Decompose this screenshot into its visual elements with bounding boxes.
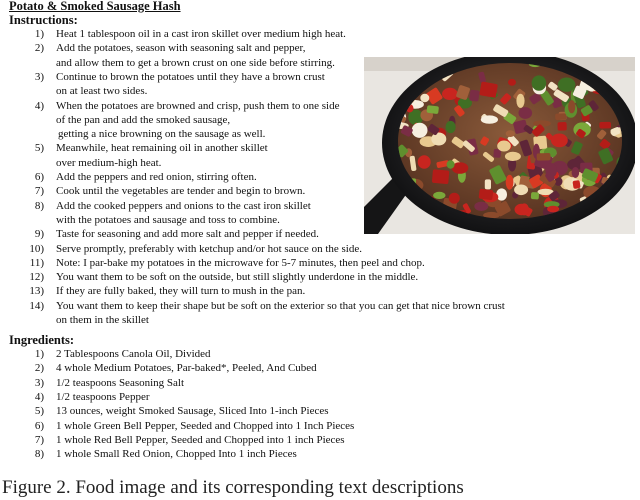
food-skillet-photo: [364, 57, 635, 234]
food-piece: [446, 121, 456, 133]
step-text: Add the peppers and red onion, stirring often.: [56, 171, 257, 183]
food-piece: [519, 107, 533, 119]
step-number: 3): [34, 70, 44, 83]
ingredient-number: 1): [34, 348, 44, 360]
food-piece: [420, 94, 429, 102]
step-text: over medium-high heat.: [56, 156, 162, 169]
step-text: When the potatoes are browned and crisp, push them to one side: [56, 99, 340, 112]
ingredient-text: 1/2 teaspoons Seasoning Salt: [56, 376, 185, 389]
food-piece: [479, 189, 494, 201]
step-number: 4): [34, 99, 44, 112]
food-piece: [485, 179, 491, 189]
food-piece: [497, 141, 511, 152]
step-text: Cook until the vegetables are tender and begin to brown.: [56, 185, 306, 198]
step-text: on at least two sides.: [56, 85, 148, 98]
food-piece: [531, 192, 539, 200]
food-piece: [481, 115, 498, 123]
food-piece: [474, 202, 488, 211]
food-piece: [520, 203, 529, 215]
food-piece: [537, 153, 551, 161]
food-piece: [432, 169, 450, 184]
ingredients-heading: Ingredients:: [9, 333, 75, 347]
food-piece: [433, 192, 445, 199]
ingredient-text: 1 whole Small Red Onion, Chopped Into 1 inch Pieces: [56, 448, 297, 461]
food-piece: [572, 167, 580, 178]
ingredient-text: 4 whole Medium Potatoes, Par-baked*, Peeled, And Cubed: [56, 362, 317, 375]
step-number: 9): [34, 228, 44, 241]
step-number: 11): [29, 256, 44, 269]
food-piece: [506, 175, 514, 190]
food-piece: [431, 133, 446, 146]
food-piece: [532, 75, 547, 90]
instructions-heading: Instructions:: [9, 13, 78, 27]
food-piece: [447, 160, 455, 168]
step-text: Heat 1 tablespoon oil in a cast iron skillet over medium high heat.: [56, 28, 346, 40]
step-text: Serve promptly, preferably with ketchup and/or hot sauce on the side.: [56, 242, 362, 255]
step-text: You want them to be soft on the outside, but still slightly underdone in the middle.: [56, 271, 419, 284]
ingredient-number: 8): [34, 448, 44, 461]
step-number: 7): [34, 185, 44, 198]
ingredient-text: 2 Tablespoons Canola Oil, Divided: [56, 348, 211, 360]
food-piece: [547, 206, 559, 213]
step-text: on them in the skillet: [56, 314, 149, 326]
step-text: of the pan and add the smoked sausage,: [56, 113, 231, 126]
step-text: Add the potatoes, season with seasoning salt and pepper,: [56, 42, 306, 55]
recipe-title: Potato & Smoked Sausage Hash: [9, 0, 181, 13]
ingredient-text: 1 whole Green Bell Pepper, Seeded and Chopped into 1 Inch Pieces: [56, 419, 355, 432]
ingredient-text: 1/2 teaspoons Pepper: [56, 390, 150, 403]
food-piece: [572, 180, 580, 189]
step-text: with the potatoes and sausage and toss to combine.: [56, 213, 280, 226]
step-text: Add the cooked peppers and onions to the cast iron skillet: [56, 199, 311, 212]
food-piece: [505, 152, 521, 161]
step-number: 5): [34, 142, 44, 155]
figure-caption: Figure 2. Food image and its corresponding text descriptions: [2, 477, 464, 498]
step-number: 12): [29, 271, 44, 284]
food-piece: [442, 88, 458, 100]
food-piece: [516, 94, 524, 108]
food-piece: [469, 90, 479, 102]
ingredient-number: 4): [34, 390, 44, 403]
ingredient-number: 5): [34, 405, 44, 418]
step-number: 14): [29, 299, 44, 312]
ingredient-number: 7): [34, 433, 44, 446]
ingredient-number: 3): [34, 376, 44, 389]
food-piece: [412, 123, 428, 138]
food-piece: [426, 105, 439, 114]
step-text: Taste for seasoning and add more salt and pepper if needed.: [56, 228, 319, 241]
step-text: getting a nice browning on the sausage as well.: [58, 128, 266, 141]
step-number: 10): [29, 242, 44, 255]
food-piece: [479, 81, 498, 97]
step-number: 2): [34, 42, 44, 55]
food-piece: [533, 120, 551, 127]
food-piece: [558, 78, 576, 92]
food-piece: [449, 193, 460, 204]
step-number: 6): [34, 171, 44, 183]
step-text: and allow them to get a brown crust on one side before stirring.: [56, 56, 335, 69]
step-text: Continue to brown the potatoes until they have a brown crust: [56, 70, 325, 83]
food-piece: [599, 122, 611, 129]
step-number: 1): [34, 28, 44, 40]
step-text: You want them to keep their shape but be soft on the exterior so that you can get that nice brown crust: [56, 299, 505, 312]
ingredient-text: 13 ounces, weight Smoked Sausage, Sliced Into 1-inch Pieces: [56, 405, 329, 418]
food-piece: [506, 130, 515, 137]
step-text: Meanwhile, heat remaining oil in another skillet: [56, 142, 268, 155]
ingredient-text: 1 whole Red Bell Pepper, Seeded and Chopped into 1 inch Pieces: [56, 433, 345, 446]
food-piece: [418, 155, 431, 169]
ingredient-number: 2): [34, 362, 44, 375]
food-piece: [555, 113, 566, 120]
ingredient-number: 6): [34, 419, 44, 432]
food-piece: [557, 122, 566, 131]
step-text: If they are fully baked, they will turn to mush in the pan.: [56, 285, 306, 298]
step-number: 8): [34, 199, 44, 212]
food-piece: [545, 163, 557, 178]
food-piece: [568, 100, 575, 113]
food-piece: [508, 79, 516, 86]
food-piece: [551, 134, 568, 148]
step-text: Note: I par-bake my potatoes in the microwave for 5-7 minutes, then peel and chop.: [56, 256, 425, 269]
food-piece: [514, 185, 528, 196]
step-number: 13): [29, 285, 44, 298]
